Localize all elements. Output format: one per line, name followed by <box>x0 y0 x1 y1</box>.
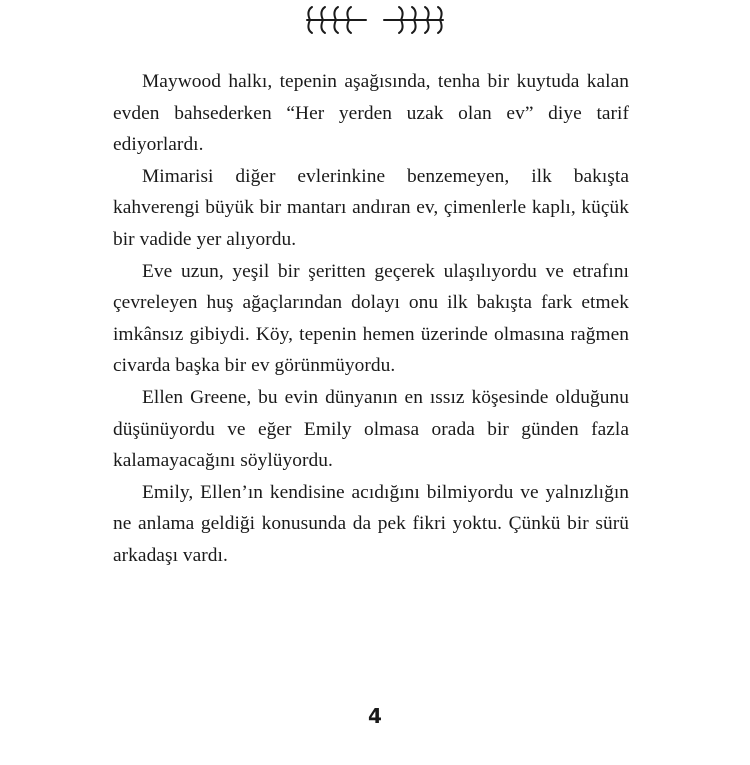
body-text <box>113 66 629 572</box>
paragraph: Ellen Greene, bu evin dünyanın en ıssız köşesinde olduğunu düşünüyordu ve eğer Emily olmasa orada bir günden fazla kalamayacağını söylüyordu. <box>113 386 629 472</box>
laurel-divider-icon <box>0 0 750 40</box>
paragraph: Eve uzun, yeşil bir şeritten geçerek ulaşılıyordu ve etrafını çevreleyen huş ağaçlarından dolayı onu ilk bakışta fark etmek imkânsız gibiydi. Köy, tepenin hemen üzerinde olmasına rağmen civarda başka bir ev görünmüyordu. <box>113 260 629 377</box>
paragraph: Maywood halkı, tepenin aşağısında, tenha bir kuytuda kalan evden bahsederken “Her yerden uzak olan ev” diye tarif ediyorlardı. <box>113 71 629 156</box>
page-number: 4 <box>368 704 382 728</box>
paragraph: Emily, Ellen’ın kendisine acıdığını bilmiyordu ve yalnızlığın ne anlama geldiği konusunda da pek fikri yoktu. Çünkü bir sürü arkadaşı vardı. <box>113 481 629 566</box>
paragraph: Mimarisi diğer evlerinkine benzemeyen, ilk bakışta kahverengi büyük bir mantarı andıran ev, çimenlerle kaplı, küçük bir vadide yer alıyordu. <box>113 165 629 250</box>
